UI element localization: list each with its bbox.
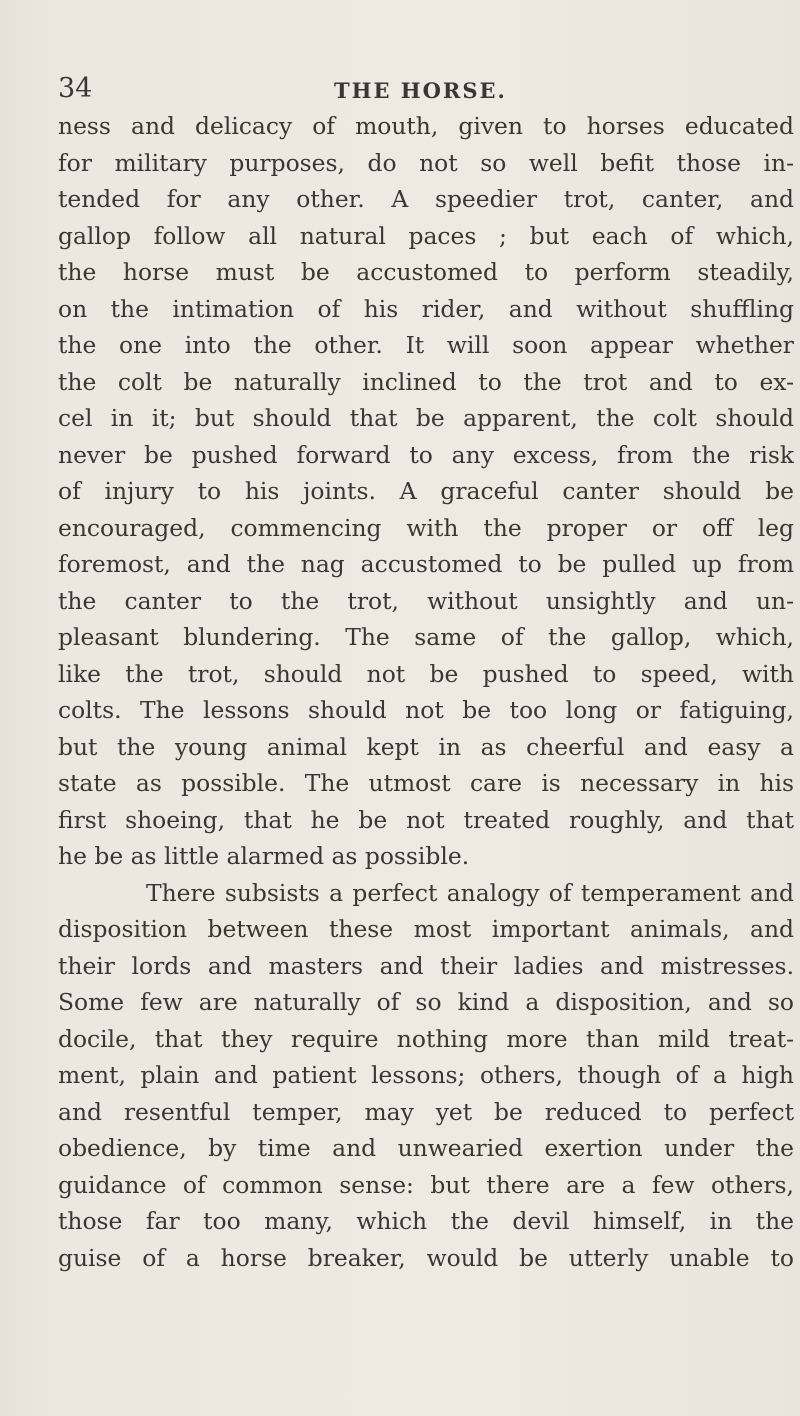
running-title: THE HORSE. <box>334 78 507 103</box>
text-line: foremost, and the nag accustomed to be pulled up from <box>58 550 794 578</box>
text-line: their lords and masters and their ladies and mistresses. <box>58 951 794 980</box>
text-line: state as possible. The utmost care is necessary in his <box>58 769 794 797</box>
text-line: those far too many, which the devil himself, in the <box>58 1207 794 1235</box>
text-line: the one into the other. It will soon appear whether <box>58 331 794 359</box>
paragraph-2 <box>58 875 794 1277</box>
page-number: 34 <box>58 73 93 104</box>
text-line: disposition between these most important animals, and <box>58 915 794 943</box>
text-line: There subsists a perfect analogy of temperament and <box>146 878 794 907</box>
text-line: obedience, by time and unwearied exertion under the <box>58 1134 794 1162</box>
text-line: guidance of common sense: but there are a few others, <box>58 1170 794 1199</box>
text-line: tended for any other. A speedier trot, canter, and <box>58 185 794 213</box>
text-line: gallop follow all natural paces ; but each of which, <box>58 221 794 250</box>
running-head <box>58 74 760 104</box>
text-line: the horse must be accustomed to perform steadily, <box>58 258 794 286</box>
text-line: ness and delicacy of mouth, given to horses educated <box>58 112 794 140</box>
text-line: and resentful temper, may yet be reduced to perfect <box>58 1097 794 1126</box>
text-line: docile, that they require nothing more than mild treat- <box>58 1024 794 1053</box>
text-line: cel in it; but should that be apparent, the colt should <box>58 404 794 432</box>
text-line: on the intimation of his rider, and without shuffling <box>58 294 794 323</box>
text-line: the colt be naturally inclined to the trot and to ex- <box>58 367 794 396</box>
text-line: encouraged, commencing with the proper or off leg <box>58 513 794 542</box>
text-line: for military purposes, do not so well befit those in- <box>58 148 794 177</box>
text-line: the canter to the trot, without unsightly and un- <box>58 586 794 615</box>
text-line: but the young animal kept in as cheerful and easy a <box>58 732 794 761</box>
text-line: of injury to his joints. A graceful canter should be <box>58 477 794 505</box>
text-line: pleasant blundering. The same of the gallop, which, <box>58 623 794 651</box>
text-line: first shoeing, that he be not treated roughly, and that <box>58 805 794 834</box>
body-text <box>58 108 794 1276</box>
text-line: like the trot, should not be pushed to speed, with <box>58 659 794 688</box>
text-line: he be as little alarmed as possible. <box>58 842 470 870</box>
text-line: guise of a horse breaker, would be utterly unable to <box>58 1243 794 1272</box>
text-line: Some few are naturally of so kind a disposition, and so <box>58 988 794 1016</box>
text-line: colts. The lessons should not be too long or fatiguing, <box>58 696 794 724</box>
text-line: ment, plain and patient lessons; others, though of a high <box>58 1061 794 1089</box>
paragraph-1 <box>58 108 794 875</box>
text-line: never be pushed forward to any excess, from the risk <box>58 440 794 469</box>
